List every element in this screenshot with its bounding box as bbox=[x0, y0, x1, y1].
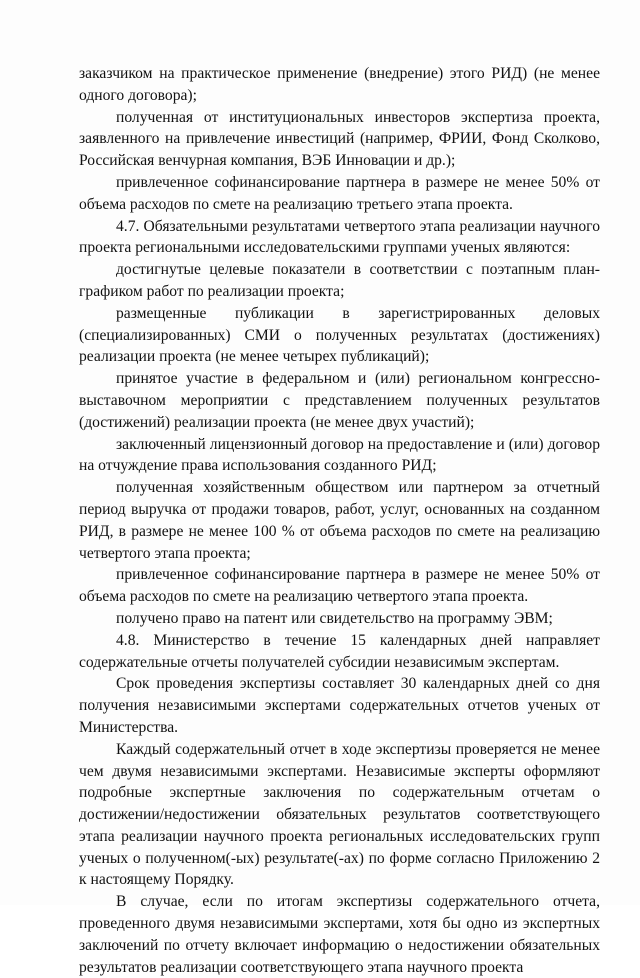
paragraph: принятое участие в федеральном и (или) региональном конгрессно-выставочном мероприятии с представлением полученных результатов (достижений) реализации проекта (не менее двух участий); bbox=[79, 370, 600, 431]
paragraph: заключенный лицензионный договор на предоставление и (или) договор на отчуждение права использования созданного РИД; bbox=[79, 435, 600, 475]
paragraph: 4.8. Министерство в течение 15 календарных дней направляет содержательные отчеты получателей субсидии независимым экспертам. bbox=[79, 631, 600, 671]
paragraph: Каждый содержательный отчет в ходе экспертизы проверяется не менее чем двумя независимыми экспертами. Независимые эксперты оформляют подробные экспертные заключения по содержательным отчетам о достижении/недостижении обязательных результатов соответствующего этапа реализации научного проекта региональных исследовательских групп ученых о полученном(-ых) результате(-ах) по форме согласно Приложению 2 к настоящему Порядку. bbox=[79, 740, 600, 889]
paragraph: 4.7. Обязательными результатами четвертого этапа реализации научного проекта региональными исследовательскими группами ученых являются: bbox=[79, 217, 600, 257]
paragraph: привлеченное софинансирование партнера в размере не менее 50% от объема расходов по смете на реализацию четвертого этапа проекта. bbox=[79, 566, 600, 606]
document-body bbox=[79, 63, 600, 978]
paragraph: размещенные публикации в зарегистрированных деловых (специализированных) СМИ о полученных результатах (достижениях) реализации проекта (не менее четырех публикаций); bbox=[79, 304, 600, 366]
paragraph: привлеченное софинансирование партнера в размере не менее 50% от объема расходов по смете на реализацию третьего этапа проекта. bbox=[79, 173, 600, 213]
paragraph: полученная от институциональных инвесторов экспертиза проекта, заявленного на привлечение инвестиций (например, ФРИИ, Фонд Сколково, Российская венчурная компания, ВЭБ Инновации и др.); bbox=[79, 108, 600, 170]
paragraph: В случае, если по итогам экспертизы содержательного отчета, проведенного двумя независимыми экспертами, хотя бы одно из экспертных заключений по отчету включает информацию о недостижении обязательных результатов реализации соответствующего этапа научного проекта bbox=[79, 893, 600, 976]
paragraph: Срок проведения экспертизы составляет 30 календарных дней со дня получения независимыми экспертами содержательных отчетов ученых от Министерства. bbox=[79, 675, 600, 736]
paragraph: получено право на патент или свидетельство на программу ЭВМ; bbox=[116, 609, 553, 627]
paragraph: полученная хозяйственным обществом или партнером за отчетный период выручка от продажи товаров, работ, услуг, основанных на созданном РИД, в размере не менее 100 % от объема расходов по смете на реализацию четвертого этапа проекта; bbox=[79, 479, 600, 562]
paragraph: достигнутые целевые показатели в соответствии с поэтапным план-графиком работ по реализации проекта; bbox=[79, 261, 600, 300]
paragraph: заказчиком на практическое применение (внедрение) этого РИД) (не менее одного договора); bbox=[79, 65, 600, 104]
